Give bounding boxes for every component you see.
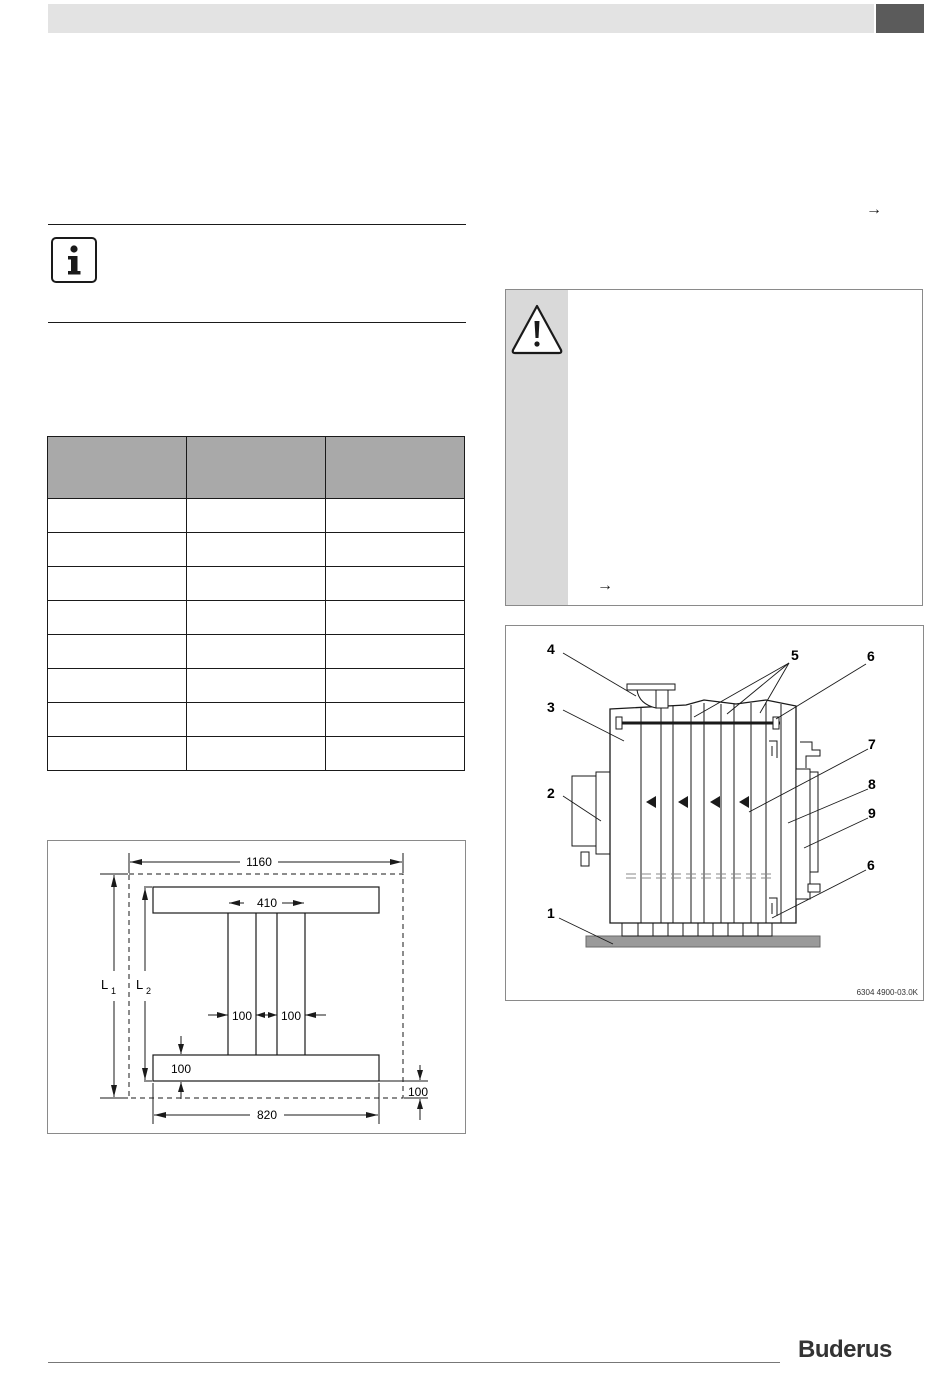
- dimension-100-left: 100: [231, 1009, 253, 1023]
- boiler-drawing: [506, 626, 923, 1000]
- table-header-cell: [326, 437, 465, 499]
- floor-plan-drawing: [48, 841, 465, 1133]
- label-l1-subscript: 1: [111, 986, 117, 996]
- table-cell: [326, 567, 465, 601]
- info-icon: [51, 237, 97, 283]
- callout-7: 7: [868, 736, 876, 752]
- info-note-top-rule: [48, 224, 466, 225]
- header-tab: [876, 4, 924, 33]
- table-header-cell: [187, 437, 326, 499]
- table-cell: [187, 737, 326, 771]
- table-cell: [326, 601, 465, 635]
- label-l2-subscript: 2: [146, 986, 152, 996]
- table-cell: [187, 703, 326, 737]
- table-row: [48, 601, 465, 635]
- table-cell: [326, 635, 465, 669]
- arrow-right-icon: →: [866, 201, 882, 218]
- dimension-100-right: 100: [280, 1009, 302, 1023]
- table-cell: [48, 669, 187, 703]
- table-cell: [187, 601, 326, 635]
- table-cell: [326, 533, 465, 567]
- table-cell: [187, 567, 326, 601]
- brand-logo: Buderus: [798, 1336, 892, 1363]
- callout-5: 5: [791, 647, 799, 663]
- table-cell: [326, 499, 465, 533]
- dimension-410: 410: [256, 896, 278, 910]
- table-row: [48, 533, 465, 567]
- table-cell: [48, 635, 187, 669]
- table-cell: [326, 703, 465, 737]
- callout-3: 3: [547, 699, 555, 715]
- table-row: [48, 499, 465, 533]
- base-plate: [586, 936, 820, 947]
- table-header-cell: [48, 437, 187, 499]
- table-cell: [187, 669, 326, 703]
- table-cell: [48, 499, 187, 533]
- callout-2: 2: [547, 785, 555, 801]
- dimension-820: 820: [256, 1108, 278, 1122]
- callout-6-bottom: 6: [867, 857, 875, 873]
- table-cell: [48, 533, 187, 567]
- table-cell: [48, 567, 187, 601]
- info-note-bottom-rule: [48, 322, 466, 323]
- table-cell: [326, 669, 465, 703]
- callout-4: 4: [547, 641, 555, 657]
- table-cell: [187, 635, 326, 669]
- dimension-100-bottom-right: 100: [408, 1085, 429, 1099]
- callout-8: 8: [868, 776, 876, 792]
- table-cell: [187, 499, 326, 533]
- header-bar: [48, 4, 874, 33]
- dimension-100-bottom-left: 100: [171, 1062, 192, 1076]
- boiler-figure: [505, 625, 924, 1001]
- callout-6-top: 6: [867, 648, 875, 664]
- figure-code: 6304 4900-03.0K: [856, 988, 918, 997]
- table-row: [48, 703, 465, 737]
- table-cell: [326, 737, 465, 771]
- table-cell: [48, 737, 187, 771]
- table-row: [48, 567, 465, 601]
- arrow-right-icon: →: [597, 577, 613, 594]
- table-row: [48, 737, 465, 771]
- warning-triangle-icon: [509, 303, 565, 360]
- callout-1: 1: [547, 905, 555, 921]
- table-row: [48, 635, 465, 669]
- table-cell: [187, 533, 326, 567]
- floor-plan-figure: [47, 840, 466, 1134]
- data-table: [47, 436, 465, 771]
- label-l1: L: [101, 977, 109, 992]
- callout-9: 9: [868, 805, 876, 821]
- table-cell: [48, 703, 187, 737]
- table-row: [48, 669, 465, 703]
- table-header-row: [48, 437, 465, 499]
- label-l2: L: [136, 977, 144, 992]
- dimension-1160: 1160: [246, 855, 272, 869]
- footer-rule: [48, 1362, 780, 1363]
- table-cell: [48, 601, 187, 635]
